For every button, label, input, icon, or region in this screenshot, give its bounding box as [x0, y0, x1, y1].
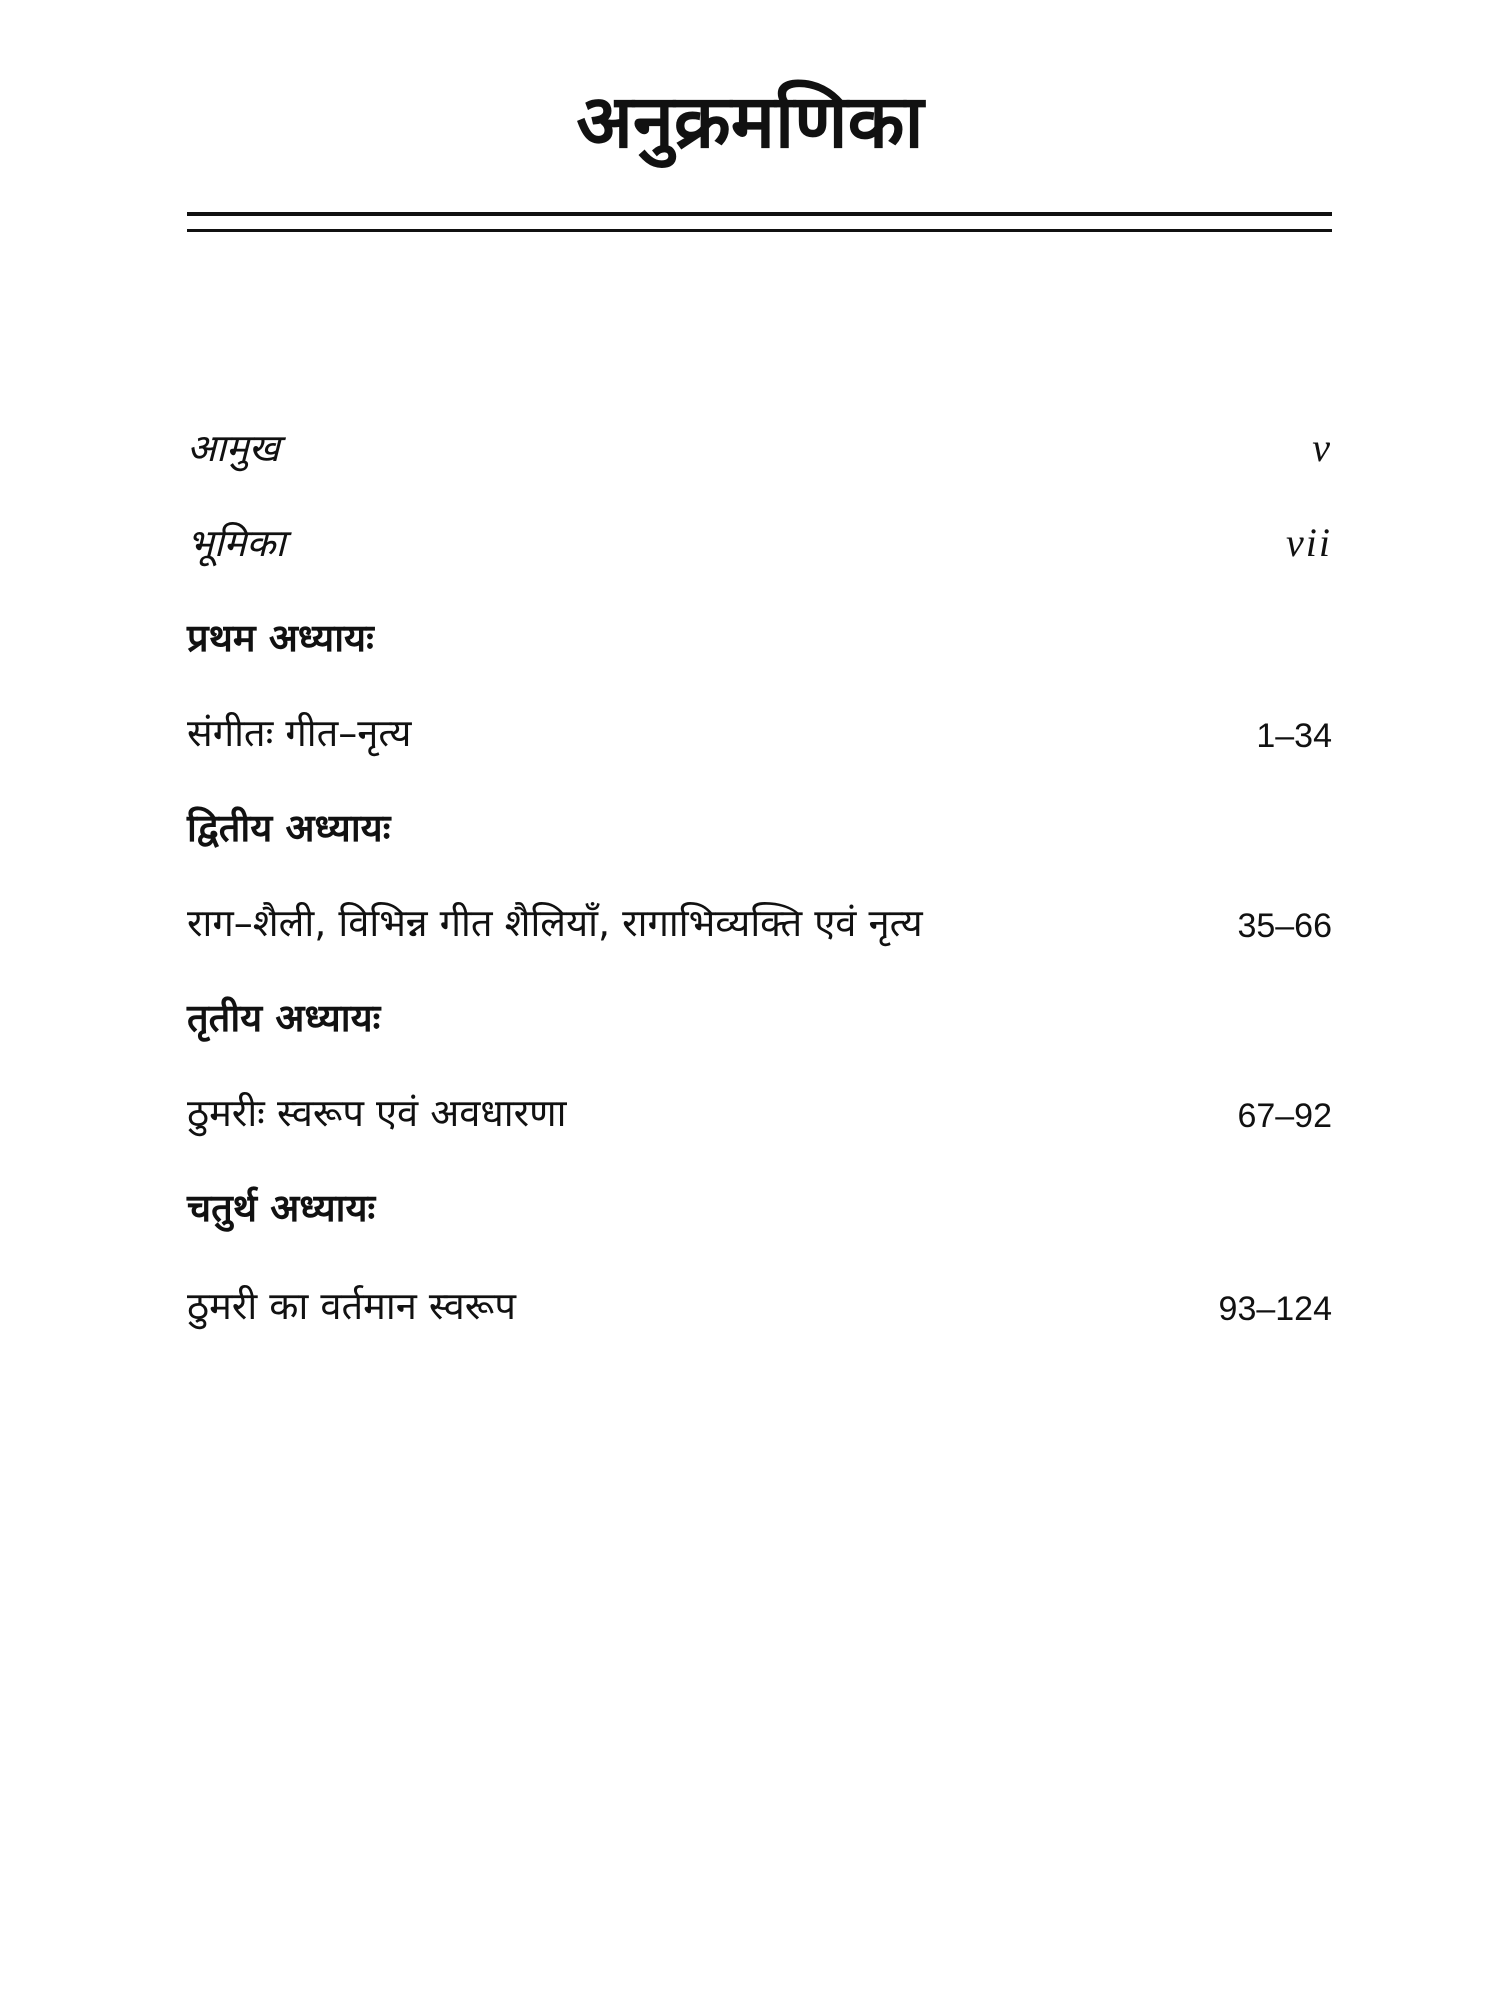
chapter-heading-4	[187, 1180, 1332, 1240]
toc-entry-chapter-2[interactable]	[187, 895, 1332, 955]
chapter-heading: चतुर्थ अध्यायः	[187, 1186, 376, 1231]
toc-entry-chapter-3[interactable]	[187, 1085, 1332, 1145]
toc-entry-chapter-4[interactable]	[187, 1278, 1332, 1338]
page-title: अनुक्रमणिका	[576, 79, 924, 165]
entry-page: 1–34	[1256, 717, 1332, 756]
chapter-heading: प्रथम अध्यायः	[187, 616, 374, 661]
entry-title: भूमिका	[187, 521, 286, 566]
toc-entry-introduction[interactable]	[187, 515, 1332, 575]
chapter-heading-3	[187, 990, 1332, 1050]
entry-title: आमुख	[187, 426, 280, 471]
chapter-heading-1	[187, 610, 1332, 670]
title-rule-top	[187, 212, 1332, 216]
entry-title: राग–शैली, विभिन्न गीत शैलियाँ, रागाभिव्यक्ति एवं नृत्य	[187, 901, 923, 946]
chapter-heading: तृतीय अध्यायः	[187, 996, 381, 1041]
entry-page: 67–92	[1237, 1097, 1332, 1136]
toc-entry-preface[interactable]	[187, 420, 1332, 480]
entry-page: 35–66	[1237, 907, 1332, 946]
entry-title: संगीतः गीत–नृत्य	[187, 711, 412, 756]
chapter-heading: द्वितीय अध्यायः	[187, 806, 391, 851]
entry-title: ठुमरीः स्वरूप एवं अवधारणा	[187, 1091, 567, 1136]
title-rule-bottom	[187, 229, 1332, 232]
entry-title: ठुमरी का वर्तमान स्वरूप	[187, 1284, 516, 1329]
entry-page: 93–124	[1218, 1290, 1332, 1329]
entry-page: v	[1312, 425, 1332, 470]
toc-entry-chapter-1[interactable]	[187, 705, 1332, 765]
chapter-heading-2	[187, 800, 1332, 860]
entry-page: vii	[1286, 520, 1332, 565]
